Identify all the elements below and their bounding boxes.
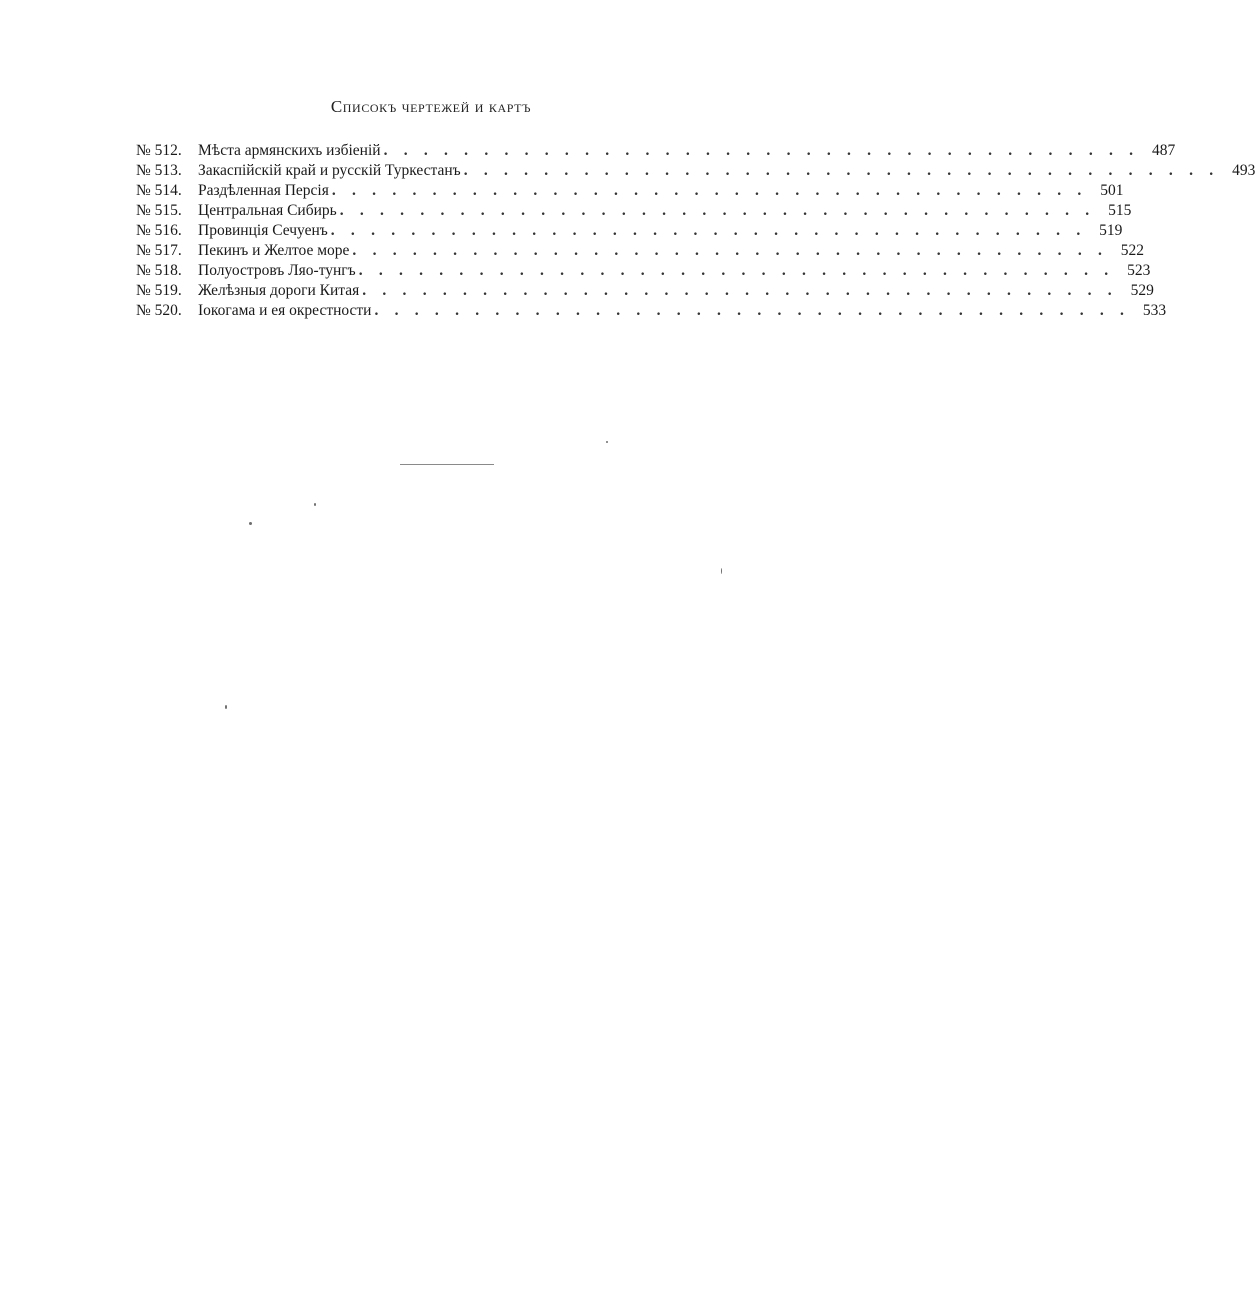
dot-leader: . . . . . . . . . . . . . . . . . . . . . . . . . . . . . . . . . . . . . .	[339, 202, 1096, 219]
toc-entry	[136, 201, 1132, 221]
entry-page-number: 522	[1120, 242, 1145, 259]
entry-title: Провинція Сечуенъ	[198, 222, 328, 239]
entry-page-number: 501	[1100, 182, 1124, 199]
toc-entry	[136, 281, 1154, 301]
entry-page-number: 533	[1142, 302, 1167, 319]
scan-speck	[225, 705, 227, 709]
toc-entry	[136, 261, 1151, 281]
toc-entry	[136, 181, 1124, 201]
toc-entry	[136, 161, 1255, 181]
toc-entry	[136, 221, 1123, 241]
dot-leader: . . . . . . . . . . . . . . . . . . . . . . . . . . . . . . . . . . . . . .	[358, 262, 1115, 279]
entry-number: № 520.	[136, 302, 182, 319]
entry-title: Полуостровъ Ляо-тунгъ	[198, 262, 356, 279]
entry-title: Іокогама и ея окрестности	[198, 302, 372, 319]
toc-entry	[136, 301, 1167, 321]
entry-title: Желѣзныя дороги Китая	[198, 282, 360, 299]
toc-entry	[136, 141, 1176, 161]
entry-title: Центральная Сибирь	[198, 202, 337, 219]
dot-leader: . . . . . . . . . . . . . . . . . . . . . . . . . . . . . . . . . . . . . .	[383, 142, 1140, 159]
scan-speck	[721, 568, 722, 574]
entry-page-number: 493	[1232, 162, 1255, 179]
entry-page-number: 487	[1151, 142, 1176, 159]
dot-leader: . . . . . . . . . . . . . . . . . . . . . . . . . . . . . . . . . . . . . .	[330, 222, 1087, 239]
dot-leader: . . . . . . . . . . . . . . . . . . . . . . . . . . . . . . . . . . . . . .	[374, 302, 1131, 319]
page-title: Списокъ чертежей и картъ	[330, 97, 532, 116]
entry-number: № 513.	[136, 162, 182, 179]
dot-leader: . . . . . . . . . . . . . . . . . . . . . . . . . . . . . . . . . . . . . .	[463, 162, 1220, 179]
scan-speck	[606, 441, 608, 443]
entry-page-number: 515	[1108, 202, 1132, 219]
entry-number: № 519.	[136, 282, 182, 299]
entry-title: Мѣста армянскихъ избіеній	[198, 142, 381, 159]
entry-title: Раздѣленная Персія	[198, 182, 329, 199]
entry-number: № 516.	[136, 222, 182, 239]
dot-leader: . . . . . . . . . . . . . . . . . . . . . . . . . . . . . . . . . . . . . .	[352, 242, 1109, 259]
entry-title: Пекинъ и Желтое море	[198, 242, 350, 259]
entry-title: Закаспійскій край и русскій Туркестанъ	[198, 162, 461, 179]
entry-page-number: 529	[1130, 282, 1154, 299]
entry-page-number: 519	[1099, 222, 1123, 239]
entry-number: № 517.	[136, 242, 182, 259]
entry-number: № 512.	[136, 142, 182, 159]
section-divider	[400, 464, 494, 465]
entry-number: № 518.	[136, 262, 182, 279]
toc-entry	[136, 241, 1145, 261]
scan-speck	[314, 503, 316, 506]
dot-leader: . . . . . . . . . . . . . . . . . . . . . . . . . . . . . . . . . . . . . .	[331, 182, 1088, 199]
entry-number: № 514.	[136, 182, 182, 199]
table-of-contents	[136, 141, 1255, 321]
entry-number: № 515.	[136, 202, 182, 219]
entry-page-number: 523	[1127, 262, 1151, 279]
dot-leader: . . . . . . . . . . . . . . . . . . . . . . . . . . . . . . . . . . . . . .	[362, 282, 1118, 299]
scan-speck	[249, 522, 252, 525]
